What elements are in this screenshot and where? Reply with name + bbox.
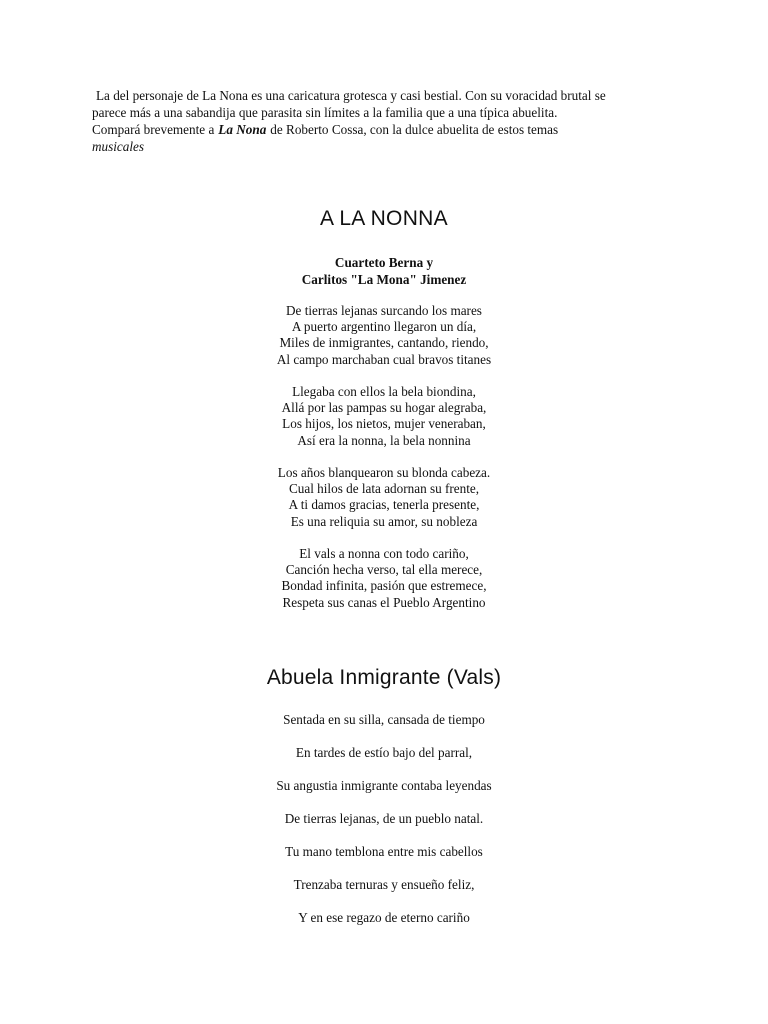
lyric-line: Su angustia inmigrante contaba leyendas bbox=[276, 778, 492, 793]
intro-musicales: musicales bbox=[92, 139, 145, 154]
stanza-2 bbox=[0, 384, 768, 449]
lyrics-abuela-inmigrante bbox=[0, 711, 768, 942]
intro-paragraph bbox=[92, 87, 692, 155]
intro-la-nona-emphasis: La Nona bbox=[218, 122, 267, 137]
intro-line-1: La del personaje de La Nona es una caricatura grotesca y casi bestial. Con su voracidad brutal se bbox=[96, 88, 606, 103]
lyric-line: De tierras lejanas, de un pueblo natal. bbox=[284, 811, 484, 826]
intro-line-3-prefix: Compará brevemente a bbox=[92, 122, 215, 137]
lyric-line: De tierras lejanas surcando los mares bbox=[286, 303, 482, 318]
lyric-line: Los hijos, los nietos, mujer veneraban, bbox=[282, 416, 486, 432]
lyric-line: Los años blanquearon su blonda cabeza. bbox=[277, 465, 491, 480]
lyric-line: A ti damos gracias, tenerla presente, bbox=[288, 497, 480, 513]
intro-line-3 bbox=[92, 121, 692, 138]
stanza-3 bbox=[0, 465, 768, 530]
song-title-abuela-inmigrante: Abuela Inmigrante (Vals) bbox=[266, 666, 502, 689]
lyric-line: Cual hilos de lata adornan su frente, bbox=[288, 481, 480, 497]
lyric-line: Es una reliquia su amor, su nobleza bbox=[290, 513, 478, 529]
song-title-a-la-nonna: A LA NONNA bbox=[320, 207, 448, 230]
intro-line-3-suffix: de Roberto Cossa, con la dulce abuelita de estos temas bbox=[270, 122, 559, 137]
lyric-line: A puerto argentino llegaron un día, bbox=[291, 319, 477, 335]
credit-line-1: Cuarteto Berna y bbox=[334, 255, 434, 270]
lyric-line: Canción hecha verso, tal ella merece, bbox=[285, 562, 483, 578]
lyric-line: Respeta sus canas el Pueblo Argentino bbox=[282, 594, 486, 610]
lyric-line: Trenzaba ternuras y ensueño feliz, bbox=[293, 877, 475, 892]
stanza-1 bbox=[0, 303, 768, 368]
lyric-line: Miles de inmigrantes, cantando, riendo, bbox=[279, 335, 489, 351]
intro-line-2: parece más a una sabandija que parasita sin límites a la familia que a una típica abuelita. bbox=[92, 105, 558, 120]
lyric-line: En tardes de estío bajo del parral, bbox=[295, 745, 473, 760]
stanza-4 bbox=[0, 546, 768, 611]
intro-line-4 bbox=[92, 138, 692, 155]
lyrics-a-la-nonna bbox=[0, 303, 768, 627]
lyric-line: Al campo marchaban cual bravos titanes bbox=[276, 351, 492, 367]
lyric-line: Llegaba con ellos la bela biondina, bbox=[292, 384, 476, 399]
lyric-line: Sentada en su silla, cansada de tiempo bbox=[283, 712, 485, 727]
credit-line-2: Carlitos "La Mona" Jimenez bbox=[301, 272, 467, 287]
lyric-line: Y en ese regazo de eterno cariño bbox=[298, 910, 470, 925]
lyric-line: Tu mano temblona entre mis cabellos bbox=[285, 844, 483, 859]
lyric-line: Así era la nonna, la bela nonnina bbox=[297, 432, 471, 448]
lyric-line: Bondad infinita, pasión que estremece, bbox=[281, 578, 487, 594]
song-credits bbox=[0, 254, 768, 288]
lyric-line: Allá por las pampas su hogar alegraba, bbox=[281, 400, 487, 416]
lyric-line: El vals a nonna con todo cariño, bbox=[299, 546, 469, 561]
